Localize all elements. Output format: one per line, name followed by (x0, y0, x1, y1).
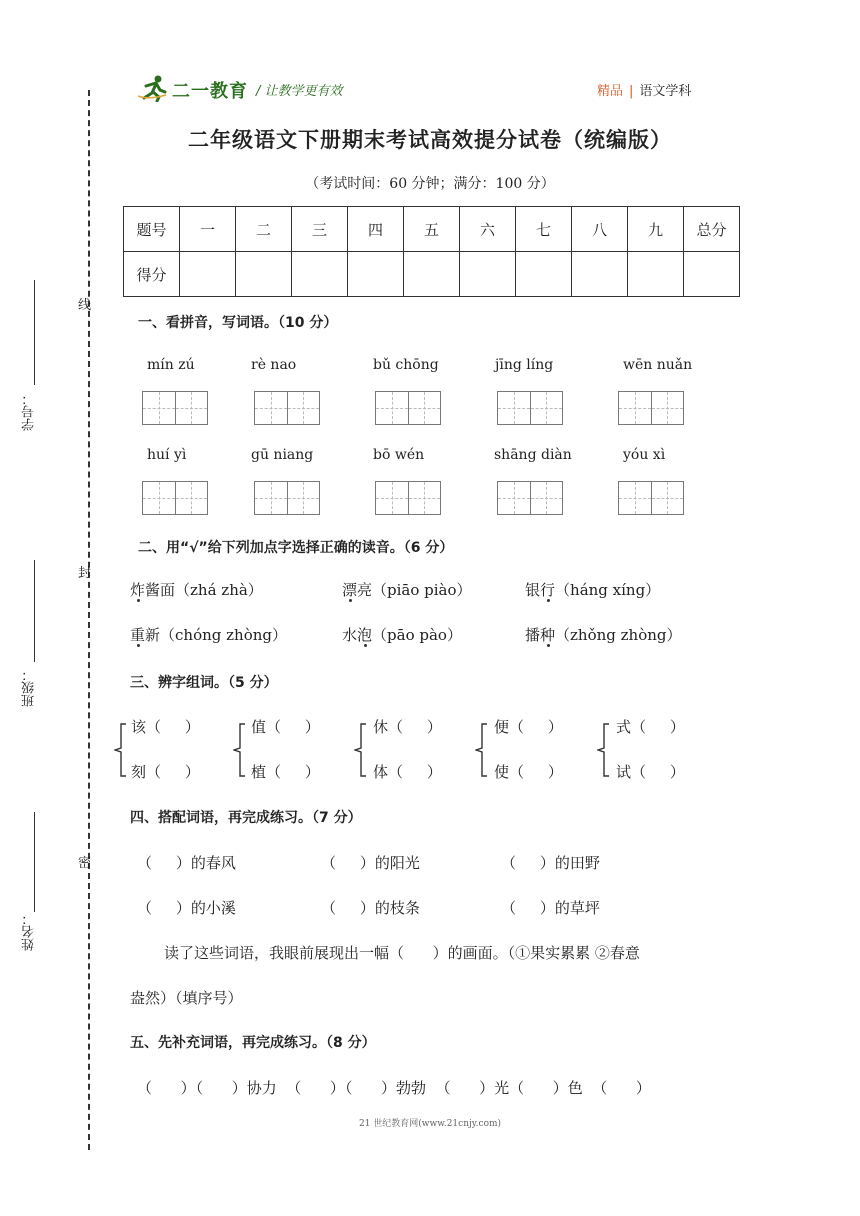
item-text: 亮（piāo piào） (357, 581, 472, 599)
word-pair-bottom: 使（ ） (494, 763, 563, 781)
writing-grid[interactable] (254, 391, 320, 425)
word-pair-top: 值（ ） (251, 718, 320, 736)
pinyin-label: jīng líng (495, 357, 554, 373)
section-3-title: 三、辨字组词。（5 分） (130, 675, 278, 691)
table-cell: 八 (572, 207, 628, 252)
word-pair-bottom: 试（ ） (616, 763, 685, 781)
binding-dash-line (88, 90, 90, 1150)
writing-grid[interactable] (142, 391, 208, 425)
pinyin-label: wēn nuǎn (623, 357, 693, 373)
name-label: 姓名： (22, 912, 37, 951)
student-id-line[interactable] (34, 280, 35, 385)
item-text: 播 (525, 626, 541, 644)
dotted-char: 泡 (357, 626, 373, 644)
brace-icon (354, 722, 366, 778)
paragraph-line: 盎然）（填序号） (130, 989, 243, 1007)
score-input-cell[interactable] (516, 252, 572, 297)
pinyin-label: shāng diàn (494, 447, 572, 463)
brace-icon (114, 722, 126, 778)
brace-icon (597, 722, 609, 778)
table-cell: 五 (404, 207, 460, 252)
item-text: （pāo pào） (372, 626, 462, 644)
class-line[interactable] (34, 560, 35, 662)
score-input-cell[interactable] (684, 252, 740, 297)
writing-grid[interactable] (375, 391, 441, 425)
student-id-label: 学号： (22, 392, 37, 431)
score-input-cell[interactable] (404, 252, 460, 297)
binding-char: 密 (78, 856, 92, 871)
section-1-title: 一、看拼音，写词语。（10 分） (138, 315, 338, 331)
writing-grid[interactable] (142, 481, 208, 515)
pinyin-label: rè nao (251, 357, 297, 373)
score-input-cell[interactable] (180, 252, 236, 297)
table-cell: 六 (460, 207, 516, 252)
table-cell: 七 (516, 207, 572, 252)
reading-item (525, 624, 682, 645)
footer-watermark: 21 世纪教育网(www.21cnjy.com) (358, 1119, 502, 1129)
runner-logo-icon (138, 74, 168, 102)
dotted-char: 炸 (130, 581, 146, 599)
word-pair-top: 便（ ） (494, 718, 563, 736)
pinyin-label: mín zú (147, 357, 195, 373)
separator: | (629, 84, 634, 99)
pinyin-label: huí yì (147, 447, 187, 463)
table-cell: 题号 (124, 207, 180, 252)
table-cell: 一 (180, 207, 236, 252)
pinyin-label: bō wén (373, 447, 425, 463)
slogan: / 让教学更有效 (256, 84, 343, 99)
phrase-blank: （ ）的枝条 (321, 899, 420, 917)
subject-label: 语文学科 (639, 84, 692, 99)
word-pair-top: 式（ ） (616, 718, 685, 736)
word-pair-bottom: 体（ ） (373, 763, 442, 781)
item-text: 酱面（zhá zhà） (145, 581, 263, 599)
table-cell: 二 (236, 207, 292, 252)
score-input-cell[interactable] (628, 252, 684, 297)
section-5-title: 五、先补充词语，再完成练习。（8 分） (130, 1035, 376, 1051)
binding-char: 线 (78, 298, 92, 313)
section-4-title: 四、搭配词语，再完成练习。（7 分） (130, 810, 362, 826)
page-title: 二年级语文下册期末考试高效提分试卷（统编版） (188, 128, 672, 152)
reading-item (525, 579, 660, 600)
word-pair-top: 该（ ） (131, 718, 200, 736)
score-input-cell[interactable] (292, 252, 348, 297)
reading-item (130, 579, 263, 600)
item-text: （zhǒng zhòng） (555, 626, 682, 644)
table-cell: 三 (292, 207, 348, 252)
table-row (124, 252, 740, 297)
logo-text: 二一教育 (172, 81, 248, 102)
table-row (124, 207, 740, 252)
class-label: 班级： (22, 668, 37, 707)
item-text: 银 (525, 581, 541, 599)
score-input-cell[interactable] (348, 252, 404, 297)
reading-item (342, 579, 472, 600)
table-cell: 四 (348, 207, 404, 252)
pinyin-label: bǔ chōng (373, 357, 439, 373)
brand-tag (597, 80, 691, 99)
quality-label: 精品 (597, 84, 624, 99)
phrase-blank: （ ）的小溪 (137, 899, 236, 917)
binding-char: 封 (78, 566, 92, 581)
exam-info: （考试时间：60 分钟；满分：100 分） (305, 176, 555, 192)
section-2-title: 二、用“√”给下列加点字选择正确的读音。（6 分） (138, 540, 454, 556)
phrase-blank: （ ）的草坪 (501, 899, 600, 917)
pinyin-label: yóu xì (623, 447, 666, 463)
word-pair-top: 休（ ） (373, 718, 442, 736)
score-input-cell[interactable] (460, 252, 516, 297)
paragraph-line: 读了这些词语，我眼前展现出一幅（ ）的画面。（①果实累累 ②春意 (164, 944, 640, 962)
writing-grid[interactable] (497, 391, 563, 425)
table-cell: 总分 (684, 207, 740, 252)
pinyin-label: gū niang (251, 447, 314, 463)
idiom-blank-line: （ ）（ ）协力 （ ）（ ）勃勃 （ ）光（ ）色 （ ） (137, 1079, 651, 1097)
phrase-blank: （ ）的阳光 (321, 854, 420, 872)
word-pair-bottom: 植（ ） (251, 763, 320, 781)
item-text: （háng xíng） (555, 581, 661, 599)
score-input-cell[interactable] (236, 252, 292, 297)
reading-item (130, 624, 287, 645)
reading-item (342, 624, 462, 645)
phrase-blank: （ ）的春风 (137, 854, 236, 872)
dotted-char: 种 (540, 626, 556, 644)
writing-grid[interactable] (497, 481, 563, 515)
item-text: 水 (342, 626, 358, 644)
table-cell: 九 (628, 207, 684, 252)
dotted-char: 漂 (342, 581, 358, 599)
writing-grid[interactable] (618, 481, 684, 515)
score-input-cell[interactable] (572, 252, 628, 297)
word-pair-bottom: 刻（ ） (131, 763, 200, 781)
dotted-char: 行 (540, 581, 556, 599)
brace-icon (475, 722, 487, 778)
dotted-char: 重 (130, 626, 146, 644)
brace-icon (233, 722, 245, 778)
writing-grid[interactable] (375, 481, 441, 515)
writing-grid[interactable] (618, 391, 684, 425)
item-text: 新（chóng zhòng） (145, 626, 287, 644)
phrase-blank: （ ）的田野 (501, 854, 600, 872)
slogan-text: 让教学更有效 (264, 84, 343, 99)
score-table (123, 206, 740, 297)
table-cell: 得分 (124, 252, 180, 297)
writing-grid[interactable] (254, 481, 320, 515)
name-line[interactable] (34, 812, 35, 912)
